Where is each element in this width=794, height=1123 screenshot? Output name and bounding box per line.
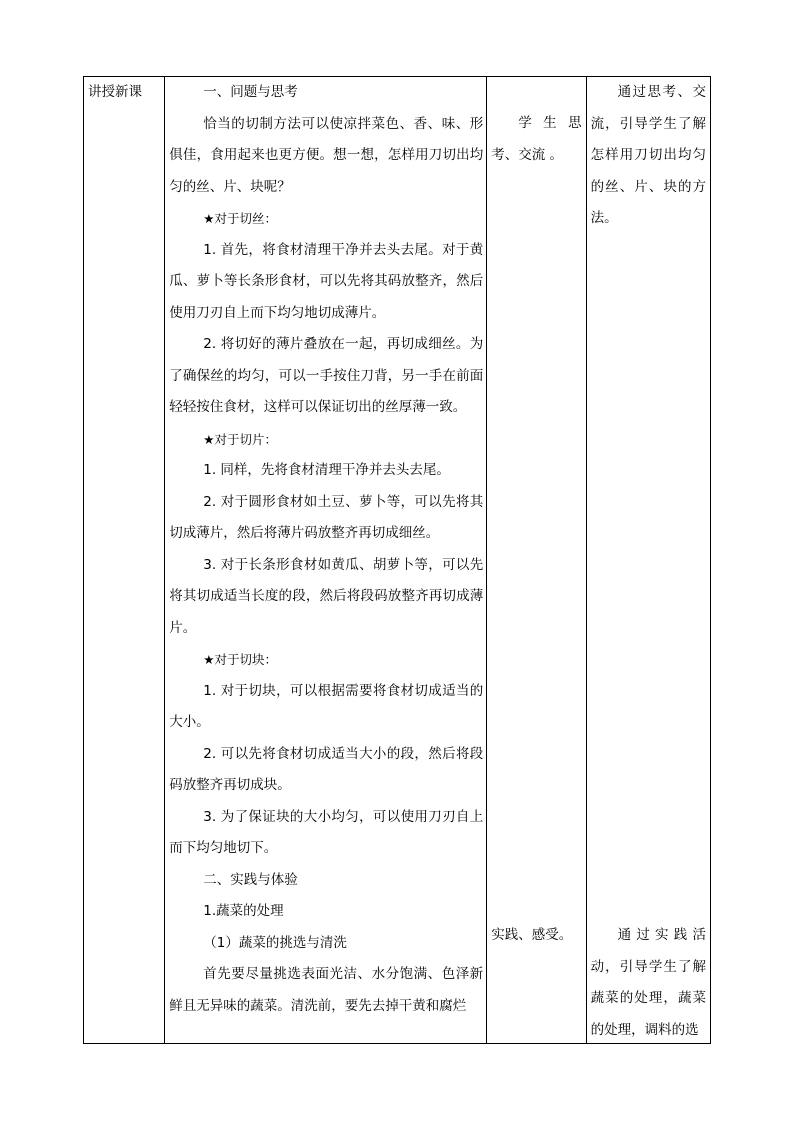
table-row — [84, 77, 711, 1044]
activity-cell — [487, 77, 586, 1044]
section1-intro: 恰当的切制方法可以使凉拌菜色、香、味、形俱佳，食用起来也更方便。想一想，怎样用刀切出均匀的丝、片、块呢？ — [169, 115, 484, 195]
section2-title: 二、实践与体验 — [203, 871, 298, 888]
section2-subtitle: 1.蔬菜的处理 — [203, 903, 284, 919]
stage-cell — [84, 77, 165, 1044]
stage-label: 讲授新课 — [88, 84, 142, 100]
content-cell — [165, 77, 487, 1044]
block-step-1: 1. 对于切块，可以根据需要将食材切成适当的大小。 — [169, 682, 484, 730]
design-purpose-1: 通过思考、交流，引导学生了解怎样用刀切出均匀的丝、片、块的方法。 — [590, 84, 706, 226]
lesson-plan-table — [83, 76, 711, 1044]
slice-step-2: 2. 对于圆形食材如土豆、萝卜等，可以先将其切成薄片，然后将薄片码放整齐再切成细丝。 — [169, 493, 484, 541]
slice-heading: ★对于切片： — [203, 431, 277, 447]
section2-sub-subtitle: （1）蔬菜的挑选与清洗 — [203, 934, 347, 951]
section2-text: 首先要尽量挑选表面光洁、水分饱满、色泽新鲜且无异味的蔬菜。清洗前，要先去掉干黄和腐烂 — [169, 966, 484, 1014]
block-heading: ★对于切块： — [203, 652, 277, 667]
section1-title: 一、问题与思考 — [203, 84, 298, 100]
block-step-2: 2. 可以先将食材切成适当大小的段，然后将段码放整齐再切成块。 — [169, 745, 484, 793]
student-activity-2: 实践、感受。 — [491, 927, 573, 943]
slice-step-3: 3. 对于长条形食材如黄瓜、胡萝卜等，可以先将其切成适当长度的段，然后将段码放整齐再切成薄片。 — [169, 556, 484, 636]
block-step-3: 3. 为了保证块的大小均匀，可以使用刀刃自上而下均匀地切下。 — [169, 808, 484, 856]
silk-heading: ★对于切丝： — [203, 211, 277, 226]
slice-step-1: 1. 同样，先将食材清理干净并去头去尾。 — [203, 462, 450, 478]
silk-step-1: 1. 首先，将食材清理干净并去头去尾。对于黄瓜、萝卜等长条形食材，可以先将其码放整齐，然后使用刀刃自上而下均匀地切成薄片。 — [169, 241, 484, 321]
design-purpose-2: 通过实践活动，引导学生了解蔬菜的处理，蔬菜的处理，调料的选 — [590, 927, 706, 1038]
silk-step-2: 2. 将切好的薄片叠放在一起，再切成细丝。为了确保丝的均匀，可以一手按住刀背，另一手在前面轻轻按住食材，这样可以保证切出的丝厚薄一致。 — [169, 336, 484, 415]
student-activity-1: 学生思考、交流 。 — [491, 115, 582, 163]
purpose-cell — [586, 77, 710, 1044]
